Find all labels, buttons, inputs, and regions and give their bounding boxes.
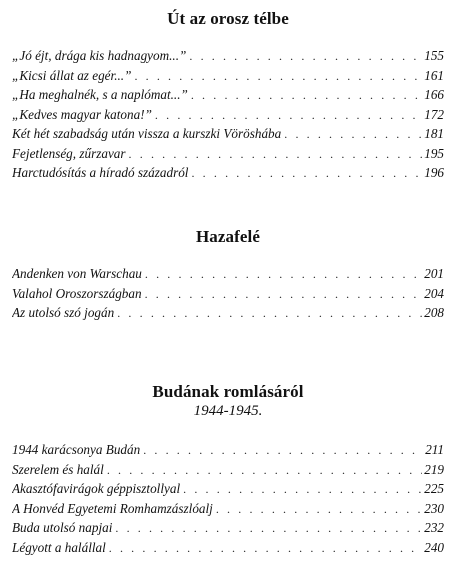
toc-entry-page: 219 (424, 461, 444, 477)
dot-leader (191, 164, 422, 183)
toc-entry-page: 195 (424, 145, 444, 161)
toc-list (12, 264, 444, 323)
toc-entry-title: Harctudósítás a híradó századról (12, 165, 189, 180)
toc-entry-page: 166 (424, 87, 444, 102)
toc-entry-page: 196 (424, 165, 444, 180)
toc-entry (12, 264, 444, 284)
dot-leader (189, 47, 422, 66)
toc-entry-title: Az utolsó szó jogán (12, 305, 115, 320)
toc-list (12, 440, 444, 557)
toc-list (12, 46, 444, 183)
toc-entry-title: „Ha meghalnék, s a naplómat...” (12, 87, 188, 102)
toc-entry (12, 518, 444, 538)
dot-leader (145, 265, 422, 284)
toc-entry (12, 538, 444, 558)
toc-entry-page: 172 (424, 106, 444, 122)
toc-entry-page: 208 (424, 305, 444, 320)
toc-entry (12, 284, 444, 304)
toc-entry-page: 201 (424, 266, 444, 281)
section-title: Út az orosz télbe (167, 9, 289, 28)
toc-entry (12, 124, 444, 144)
toc-entry-title: Akasztófavirágok géppisztollyal (12, 481, 181, 496)
toc-entry-title: Buda utolsó napjai (12, 520, 113, 535)
section-subtitle: 1944-1945. (193, 403, 263, 419)
toc-entry-title: A Honvéd Egyetemi Romhamzászlóalj (12, 500, 213, 516)
toc-entry-title: Két hét szabadság után vissza a kurszki Vöröshába (12, 126, 282, 141)
toc-entry-page: 225 (424, 481, 444, 496)
toc-entry (12, 46, 444, 66)
dot-leader (109, 539, 422, 558)
toc-entry (12, 85, 444, 105)
dot-leader (145, 285, 423, 304)
toc-entry-page: 161 (424, 67, 444, 83)
toc-entry-title: „Kedves magyar katona!” (12, 106, 152, 122)
dot-leader (284, 125, 422, 144)
toc-entry (12, 479, 444, 499)
toc-entry-page: 232 (424, 520, 444, 535)
dot-leader (107, 461, 422, 480)
toc-entry (12, 460, 444, 480)
dot-leader (115, 519, 422, 538)
dot-leader (129, 145, 423, 164)
toc-entry (12, 303, 444, 323)
dot-leader (134, 67, 422, 86)
toc-entry-title: Andenken von Warschau (12, 266, 142, 281)
toc-entry-page: 230 (424, 500, 444, 516)
toc-entry-title: Valahol Oroszországban (12, 285, 142, 301)
toc-entry-title: Szerelem és halál (12, 461, 104, 477)
dot-leader (216, 500, 422, 519)
dot-leader (183, 480, 422, 499)
toc-entry (12, 499, 444, 519)
toc-entry-page: 211 (425, 442, 444, 457)
toc-entry-title: „Jó éjt, drága kis hadnagyom...” (12, 48, 187, 63)
section-title: Budának romlásáról (152, 382, 304, 401)
toc-entry-page: 204 (424, 285, 444, 301)
toc-entry-page: 181 (424, 126, 444, 141)
dot-leader (191, 86, 422, 105)
toc-entry-page: 155 (424, 48, 444, 63)
toc-entry (12, 144, 444, 164)
toc-entry (12, 440, 444, 460)
toc-entry-page: 240 (424, 539, 444, 555)
toc-entry (12, 105, 444, 125)
toc-entry-title: Légyott a halállal (12, 539, 106, 555)
dot-leader (143, 441, 423, 460)
section-title: Hazafelé (195, 227, 261, 246)
dot-leader (117, 304, 422, 323)
toc-entry-title: Fejetlenség, zűrzavar (12, 145, 126, 161)
toc-entry-title: 1944 karácsonya Budán (12, 442, 141, 457)
dot-leader (155, 106, 422, 125)
toc-entry-title: „Kicsi állat az egér...” (12, 67, 132, 83)
toc-entry (12, 163, 444, 183)
toc-entry (12, 66, 444, 86)
